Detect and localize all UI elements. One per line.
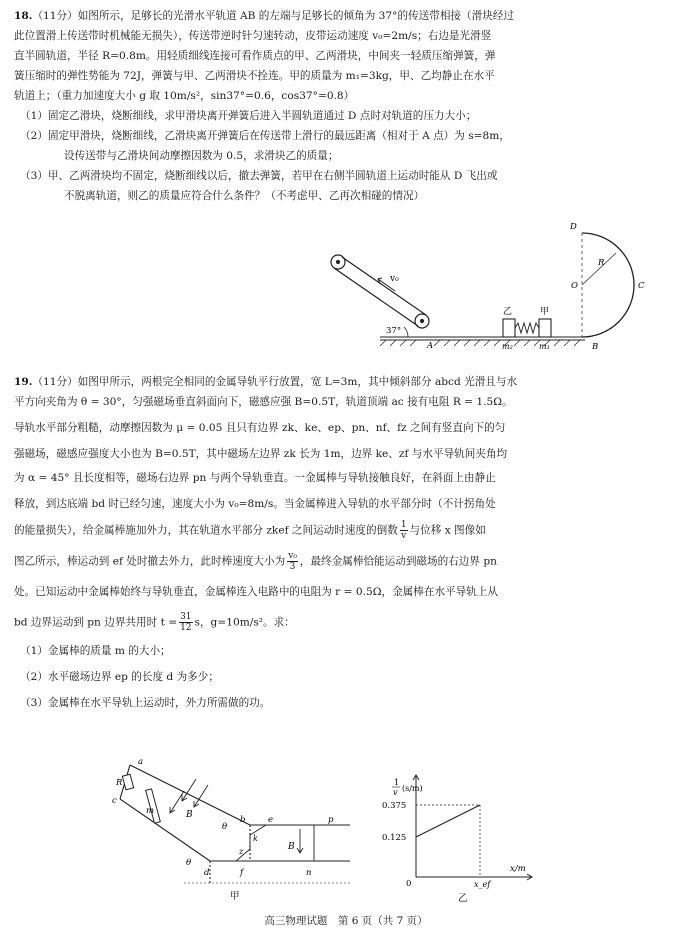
q18-line4: 簧压缩时的弹性势能为 72J，弹簧与甲、乙两滑块不拴连。甲的质量为 m₁=3kg，甲、乙均静止在水平 (14, 70, 495, 82)
q19-line6: 释放，到达底端 bd 时已经匀速，速度大小为 v₀=8m/s。当金属棒进入导轨的水平部分时（不计拐角处 (14, 498, 496, 510)
label-A: A (427, 341, 434, 351)
label-c: c (112, 796, 117, 806)
resistor-R (122, 774, 133, 790)
q19-line8 (14, 551, 682, 572)
label-v0: v₀ (390, 274, 399, 284)
label-p: p (328, 815, 334, 825)
label-a: a (138, 757, 144, 767)
label-theta2: θ (186, 858, 192, 868)
spring (515, 323, 539, 333)
q19-line1: （11分）如图甲所示，两根完全相同的金属导轨平行放置，宽 L=3m，其中倾斜部分 abcd 光滑且与水 (32, 376, 518, 388)
label-m1: m₁ (539, 342, 550, 351)
q18-line1: （11分）如图所示，足够长的光滑水平轨道 AB 的左端与足够长的倾角为 37°的传送带相接（滑块经过 (32, 10, 514, 22)
label-m2: m₂ (502, 342, 513, 351)
ylabel-den: v (393, 788, 398, 797)
q19-line9: 处。已知运动中金属棒始终与导轨垂直，金属棒连入电路中的电阻为 r = 0.5Ω，金属棒在水平导轨上从 (14, 586, 499, 598)
label-D: D (570, 222, 577, 232)
question-19-number: 19. (14, 376, 33, 388)
ylabel-num: 1 (394, 778, 400, 787)
caption-jia: 甲 (230, 891, 240, 902)
q19-line8a: 图乙所示，棒运动到 ef 处时撤去外力，此时棒速度大小为 (14, 555, 286, 568)
q19-line7a: 的能量损失），给金属棒施加外力，其在轨道水平部分 zkef 之间运动时速度的倒数 (14, 524, 398, 537)
frac1-den: v (401, 531, 407, 541)
q18-line2: 此位置滑上传送带时机械能无损失），传送带逆时针匀速转动，皮带运动速度 v₀=2m/s；右边是光滑竖 (14, 30, 492, 42)
label-C: C (638, 281, 645, 291)
q19-line4: 强磁场，磁感应强度大小也为 B=0.5T，其中磁场左边界 zk 长为 1m，边界 ke、zf 与水平导轨间夹角均 (14, 448, 508, 460)
tick-0375: 0.375 (382, 801, 407, 811)
ylabel-unit: (s/m) (402, 784, 423, 793)
field-arrows-horizontal (297, 829, 303, 853)
q19-figure-yi-graph (382, 765, 542, 905)
q18-part1: （1）固定乙滑块，烧断细线，求甲滑块离开弹簧后进入半圆轨道通过 D 点时对轨道的压力大小； (20, 110, 477, 122)
q19-part3: （3）金属棒在水平导轨上运动时，外力所需做的功。 (20, 697, 271, 709)
q18-figure (320, 215, 650, 365)
label-jia: 甲 (540, 307, 550, 317)
q18-line5: 轨道上；（重力加速度大小 g 取 10m/s²，sin37°=0.6，cos37°=0.8） (14, 90, 355, 102)
question-19 (14, 372, 682, 713)
q18-part3a: （3）甲、乙两滑块均不固定，烧断细线以后，撤去弹簧，若甲在右侧半圆轨道上运动时能从 D 飞出或 (20, 170, 498, 182)
q19-line8b: ，最终金属棒恰能运动到磁场的右边界 pn (299, 555, 497, 568)
label-e: e (268, 815, 274, 825)
ground-track (380, 337, 585, 346)
fraction-v0-over-3 (287, 551, 298, 572)
label-angle: 37° (386, 326, 402, 336)
graph-guides (416, 805, 480, 877)
caption-yi: 乙 (458, 893, 468, 904)
question-18 (14, 6, 682, 206)
frac2-den: 3 (289, 562, 296, 572)
conveyor-belt (331, 255, 429, 328)
q18-line3: 直半圆轨道，半径 R=0.8m。用轻质细线连接可看作质点的甲、乙两滑块，中间夹一轻质压缩弹簧，弹 (14, 50, 496, 62)
inclined-rails (120, 765, 250, 861)
q19-line10 (14, 612, 682, 633)
q19-line7b: 与位移 x 图像如 (409, 524, 486, 537)
block-jia (539, 319, 551, 337)
frac2-num: v₀ (288, 551, 297, 561)
horizontal-field-region (236, 825, 314, 861)
label-B1: B (186, 810, 193, 820)
q19-part2: （2）水平磁场边界 ep 的长度 d 为多少； (20, 671, 219, 683)
q18-part2a: （2）固定甲滑块，烧断细线，乙滑块离开弹簧后在传送带上滑行的最远距离（相对于 A 点）为 s=8m， (20, 130, 510, 142)
field-arrows-inclined (170, 779, 208, 813)
label-R: R (598, 258, 605, 268)
q19-part1: （1）金属棒的质量 m 的大小； (20, 645, 171, 657)
xend-label: x_ef (474, 880, 491, 889)
q18-part2b: 设传送带与乙滑块间动摩擦因数为 0.5，求滑块乙的质量； (64, 150, 339, 162)
q19-line10a: bd 边界运动到 pn 边界共用时 t = (14, 616, 178, 629)
fraction-31-over-12 (179, 612, 192, 633)
question-18-number: 18. (14, 10, 33, 22)
horizontal-rails (210, 825, 350, 885)
label-B: B (592, 342, 599, 352)
label-d: d (204, 868, 210, 878)
label-O: O (571, 281, 578, 291)
inverse-velocity-line (416, 805, 480, 837)
q19-line2: 平方向夹角为 θ = 30°，匀强磁场垂直斜面向下，磁感应强 B=0.5T，轨道顶端 ac 接有电阻 R = 1.5Ω。 (14, 396, 513, 408)
q19-line3: 导轨水平部分粗糙，动摩擦因数为 μ = 0.05 且只有边界 zk、ke、ep、pn、nf、fz 之间有竖直向下的匀 (14, 422, 506, 434)
label-b: b (240, 815, 246, 825)
fraction-1-over-v (400, 520, 408, 541)
q18-part3b: 不脱离轨道，则乙的质量应符合什么条件？（不考虑甲、乙再次相碰的情况） (64, 190, 425, 202)
label-n: n (306, 868, 312, 878)
q19-figure-jia (100, 755, 360, 905)
semicircle-track (582, 233, 634, 337)
page-footer: 高三物理试题 第 6 页（共 7 页） (264, 915, 428, 927)
frac3-den: 12 (180, 623, 192, 633)
label-R: R (116, 778, 123, 788)
label-m: m (146, 806, 155, 816)
label-k: k (253, 834, 258, 843)
q19-line7 (14, 520, 682, 541)
label-B2: B (288, 842, 295, 852)
label-yi: 乙 (503, 307, 513, 317)
q19-line5: 为 α = 45° 且长度相等，磁场右边界 pn 与两个导轨垂直。一金属棒与导轨接触良好，在斜面上由静止 (14, 472, 496, 484)
frac3-num: 31 (180, 612, 192, 622)
xlabel: x/m (510, 864, 526, 874)
block-yi (503, 319, 515, 337)
frac1-num: 1 (400, 520, 407, 530)
angle-arc (404, 327, 408, 337)
q19-line10b: s，g=10m/s²。求： (194, 616, 295, 629)
tick-0125: 0.125 (382, 833, 407, 843)
label-z: z (239, 847, 244, 856)
label-f: f (240, 868, 244, 878)
label-theta1: θ (222, 822, 228, 832)
origin-label: 0 (406, 879, 412, 889)
